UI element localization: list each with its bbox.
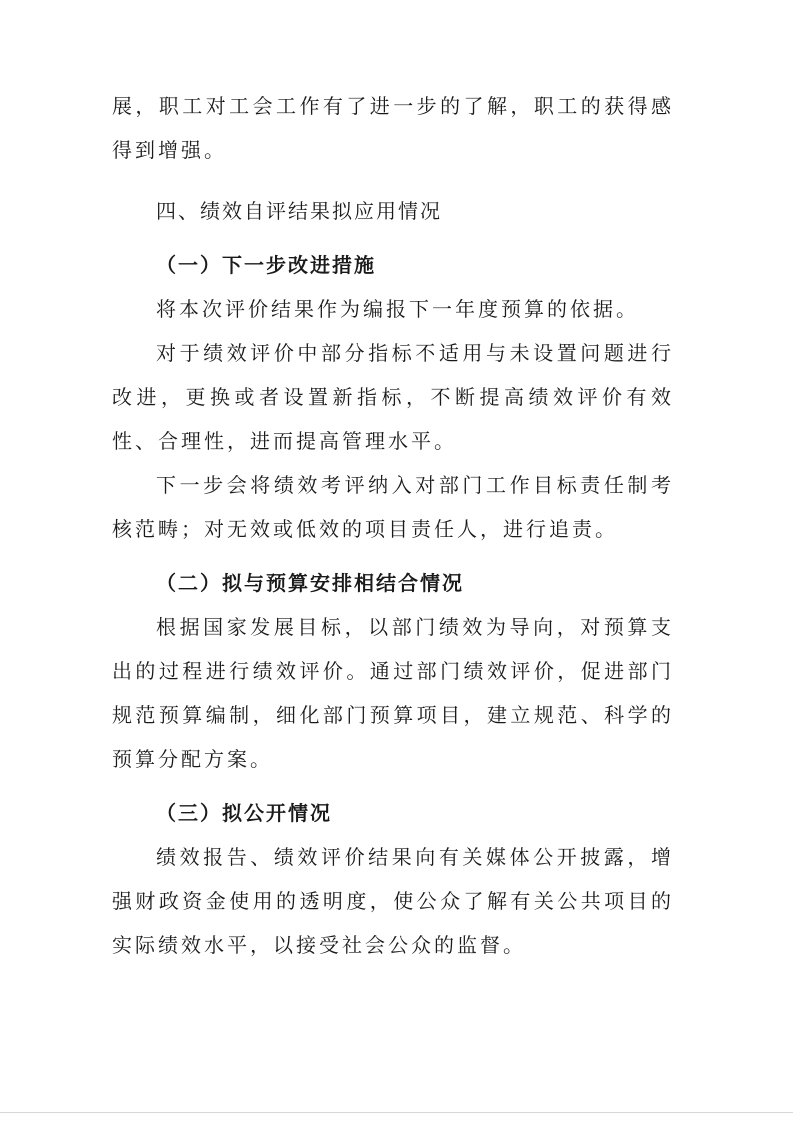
subsection-one-paragraph-3: 下一步会将绩效考评纳入对部门工作目标责任制考核范畴；对无效或低效的项目责任人，进行追责。: [112, 473, 674, 541]
subsection-two-heading: （二）拟与预算安排相结合情况: [156, 571, 464, 595]
section-four-heading: 四、绩效自评结果拟应用情况: [156, 199, 442, 223]
page-bottom-divider: [0, 1112, 793, 1113]
subsection-one-paragraph-2: 对于绩效评价中部分指标不适用与未设置问题进行改进，更换或者设置新指标，不断提高绩效评价有效性、合理性，进而提高管理水平。: [112, 341, 674, 453]
document-body: [112, 84, 674, 967]
subsection-three-paragraph-1: 绩效报告、绩效评价结果向有关媒体公开披露，增强财政资金使用的透明度，使公众了解有关公共项目的实际绩效水平，以接受社会公众的监督。: [112, 845, 674, 957]
paragraph-continued: 展，职工对工会工作有了进一步的了解，职工的获得感得到增强。: [112, 94, 674, 162]
subsection-three-heading: （三）拟公开情况: [156, 801, 332, 825]
subsection-two-paragraph-1: 根据国家发展目标，以部门绩效为导向，对预算支出的过程进行绩效评价。通过部门绩效评价，促进部门规范预算编制，细化部门预算项目，建立规范、科学的预算分配方案。: [112, 615, 674, 771]
subsection-one-heading: （一）下一步改进措施: [156, 253, 376, 277]
subsection-one-paragraph-1: 将本次评价结果作为编报下一年度预算的依据。: [156, 297, 639, 321]
